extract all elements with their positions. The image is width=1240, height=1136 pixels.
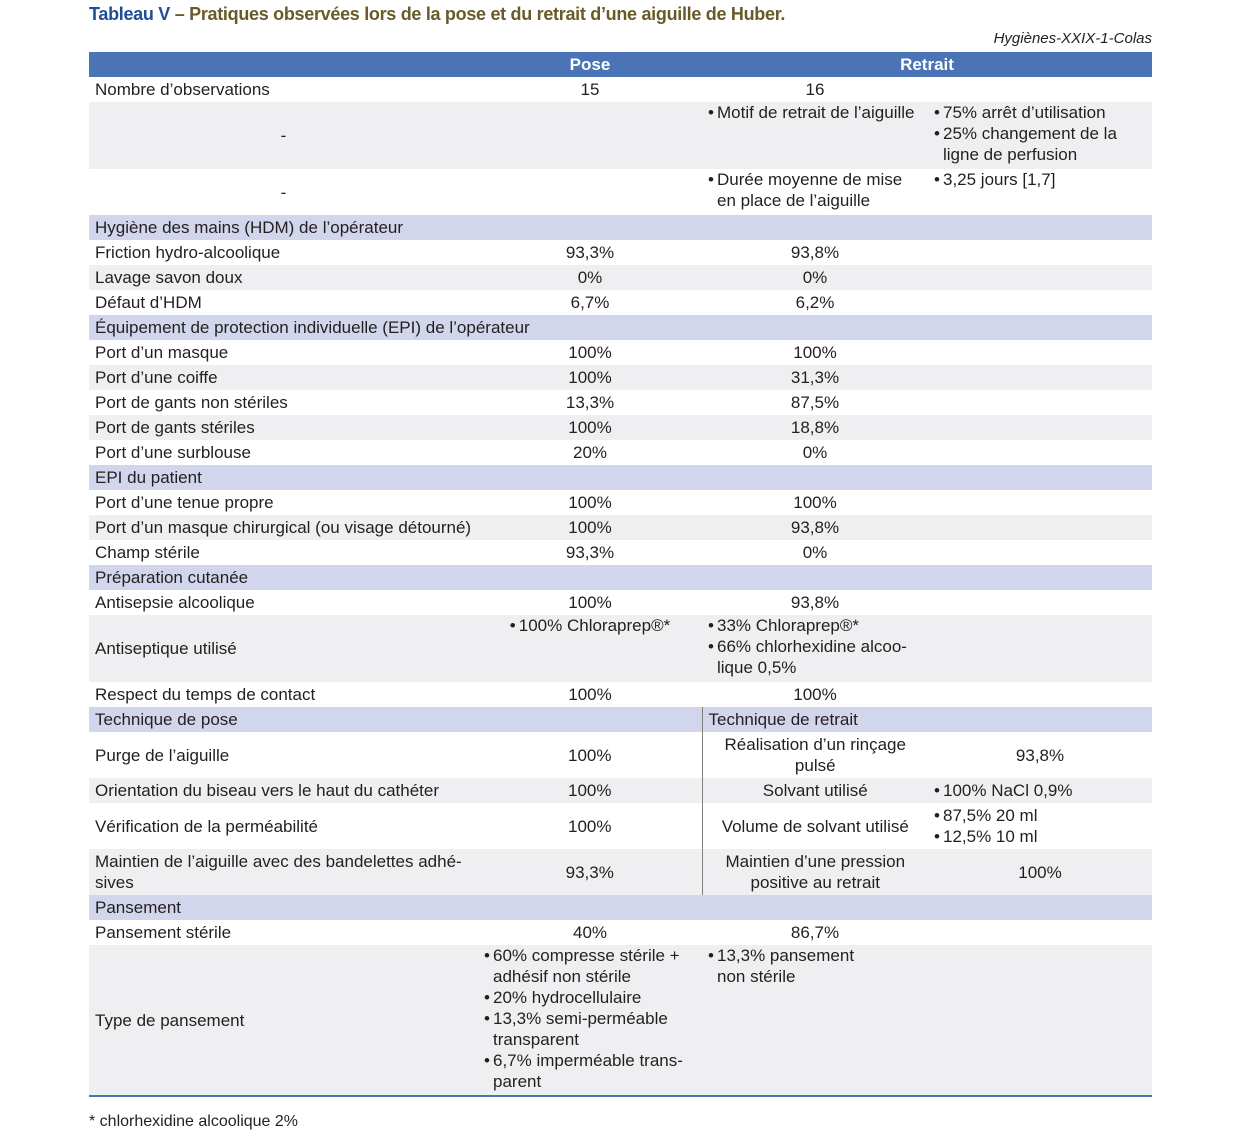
retrait-value: 100% [928, 849, 1152, 895]
retrait-value: 0% [702, 540, 928, 565]
row-label: Port d’un masque [89, 340, 478, 365]
table-row [89, 945, 1152, 1096]
pose-value: 13,3% [478, 390, 702, 415]
list-item: • 100% NaCl 0,9% [934, 780, 1146, 801]
list-item: • 12,5% 10 ml [934, 826, 1146, 847]
row-label: Lavage savon doux [89, 265, 478, 290]
observations-row [89, 77, 1152, 102]
row-label: Purge de l’aiguille [89, 732, 478, 778]
row-label: Port de gants non stériles [89, 390, 478, 415]
row-label: Pansement stérile [89, 920, 478, 945]
row-label: Vérification de la perméabilité [89, 803, 478, 849]
retrait-value: 0% [702, 265, 928, 290]
table-row [89, 732, 1152, 778]
section-pansement [89, 895, 1152, 920]
section-title: Technique de pose [89, 707, 702, 732]
list-item: • 13,3% semi-perméable transparent [484, 1008, 700, 1050]
table-row [89, 778, 1152, 803]
table-row [89, 540, 1152, 565]
pose-value: 100% [478, 732, 702, 778]
retrait-label: • Motif de retrait de l’aiguille [708, 102, 922, 123]
table-row [89, 240, 1152, 265]
table-row [89, 365, 1152, 390]
pose-value: 40% [478, 920, 702, 945]
table-row [89, 615, 1152, 682]
retrait-value: 31,3% [702, 365, 928, 390]
footnote: * chlorhexidine alcoolique 2% [89, 1113, 299, 1130]
table-label: Tableau V [89, 4, 170, 24]
section-title: Technique de retrait [702, 707, 1152, 732]
retrait-value: 93,8% [928, 732, 1152, 778]
retrait-value: 100% [702, 682, 928, 707]
pose-value: 6,7% [478, 290, 702, 315]
section-preparation [89, 565, 1152, 590]
table-row [89, 849, 1152, 895]
table-row [89, 390, 1152, 415]
retrait-value: 93,8% [702, 590, 928, 615]
section-epi-patient [89, 465, 1152, 490]
retrait-label: Solvant utilisé [702, 778, 928, 803]
row-label: Antiseptique utilisé [89, 615, 478, 682]
table-row [89, 265, 1152, 290]
row-label: Port d’une surblouse [89, 440, 478, 465]
section-title: Préparation cutanée [89, 565, 1152, 590]
row-label: Port de gants stériles [89, 415, 478, 440]
pose-value: 100% [478, 415, 702, 440]
section-epi-operateur [89, 315, 1152, 340]
row-label: Champ stérile [89, 540, 478, 565]
pose-value: 20% [478, 440, 702, 465]
retrait-value: 87,5% [702, 390, 928, 415]
section-title: Hygiène des mains (HDM) de l’opérateur [89, 215, 1152, 240]
table-title [89, 4, 785, 25]
pose-value: 93,3% [478, 540, 702, 565]
section-title: Équipement de protection individuelle (EPI) de l’opérateur [89, 315, 1152, 340]
pose-value: - [89, 102, 478, 169]
table-row [89, 340, 1152, 365]
list-item: • 13,3% pansement non stérile [708, 945, 868, 987]
table-row [89, 515, 1152, 540]
pose-value: 100% [478, 365, 702, 390]
list-item: • 60% compresse stérile + adhésif non stérile [484, 945, 700, 987]
retrait-value: 0% [702, 440, 928, 465]
pose-value: 100% [478, 515, 702, 540]
section-title: EPI du patient [89, 465, 1152, 490]
retrait-value: 6,2% [702, 290, 928, 315]
header-retrait: Retrait [702, 52, 1152, 77]
list-item: • 33% Chloraprep®* [708, 615, 922, 636]
table-row [89, 415, 1152, 440]
retrait-value: 100% [702, 490, 928, 515]
table-row [89, 440, 1152, 465]
list-item: • 25% changement de la ligne de perfusion [934, 123, 1146, 165]
row-label: Port d’une coiffe [89, 365, 478, 390]
duree-row [89, 169, 1152, 215]
pose-value: 15 [478, 77, 702, 102]
pose-value: 100% [478, 778, 702, 803]
pose-value: 100% [478, 803, 702, 849]
pose-value: 93,3% [478, 240, 702, 265]
retrait-value: 16 [702, 77, 928, 102]
retrait-value: 100% [702, 340, 928, 365]
row-label: Type de pansement [89, 945, 478, 1096]
row-label: Port d’un masque chirurgical (ou visage détourné) [89, 515, 478, 540]
retrait-value: 93,8% [702, 515, 928, 540]
section-hdm [89, 215, 1152, 240]
table-row [89, 920, 1152, 945]
section-title: Pansement [89, 895, 1152, 920]
pose-value: 100% [478, 682, 702, 707]
table-row [89, 803, 1152, 849]
retrait-value: 86,7% [702, 920, 928, 945]
table-caption: – Pratiques observées lors de la pose et du retrait d’une aiguille de Huber. [170, 4, 786, 24]
list-item: • 100% Chloraprep®* [510, 615, 670, 636]
pose-value: 100% [478, 340, 702, 365]
table-row [89, 290, 1152, 315]
row-label: Antisepsie alcoolique [89, 590, 478, 615]
list-item: • 3,25 jours [1,7] [934, 169, 1146, 190]
table-row [89, 682, 1152, 707]
list-item: • 87,5% 20 ml [934, 805, 1146, 826]
pose-value: 100% [478, 590, 702, 615]
list-item: • 20% hydrocellulaire [484, 987, 700, 1008]
list-item: • 6,7% imperméable trans-parent [484, 1050, 700, 1092]
pose-value: - [89, 169, 478, 215]
list-item: • 66% chlorhexidine alcoo-lique 0,5% [708, 636, 922, 678]
header-pose: Pose [478, 52, 702, 77]
row-label: Défaut d’HDM [89, 290, 478, 315]
row-label: Friction hydro-alcoolique [89, 240, 478, 265]
list-item: • 75% arrêt d’utilisation [934, 102, 1146, 123]
motif-row [89, 102, 1152, 169]
retrait-label: Maintien d’une pression positive au retrait [702, 849, 928, 895]
source-reference: Hygiènes-XXIX-1-Colas [993, 30, 1152, 47]
retrait-value: 18,8% [702, 415, 928, 440]
row-label: Nombre d’observations [89, 77, 478, 102]
row-label: Orientation du biseau vers le haut du cathéter [89, 778, 478, 803]
row-label: Port d’une tenue propre [89, 490, 478, 515]
table-header [89, 52, 1152, 77]
section-technique [89, 707, 1152, 732]
row-label: Maintien de l’aiguille avec des bandelettes adhé-sives [89, 849, 478, 895]
retrait-label: Volume de solvant utilisé [702, 803, 928, 849]
pose-value: 93,3% [478, 849, 702, 895]
table-row [89, 590, 1152, 615]
table-row [89, 490, 1152, 515]
practices-table [89, 52, 1152, 1097]
pose-value: 0% [478, 265, 702, 290]
retrait-value: 93,8% [702, 240, 928, 265]
retrait-label: Réalisation d’un rinçage pulsé [702, 732, 928, 778]
pose-value: 100% [478, 490, 702, 515]
row-label: Respect du temps de contact [89, 682, 478, 707]
retrait-label: • Durée moyenne de mise en place de l’aiguille [708, 169, 922, 211]
